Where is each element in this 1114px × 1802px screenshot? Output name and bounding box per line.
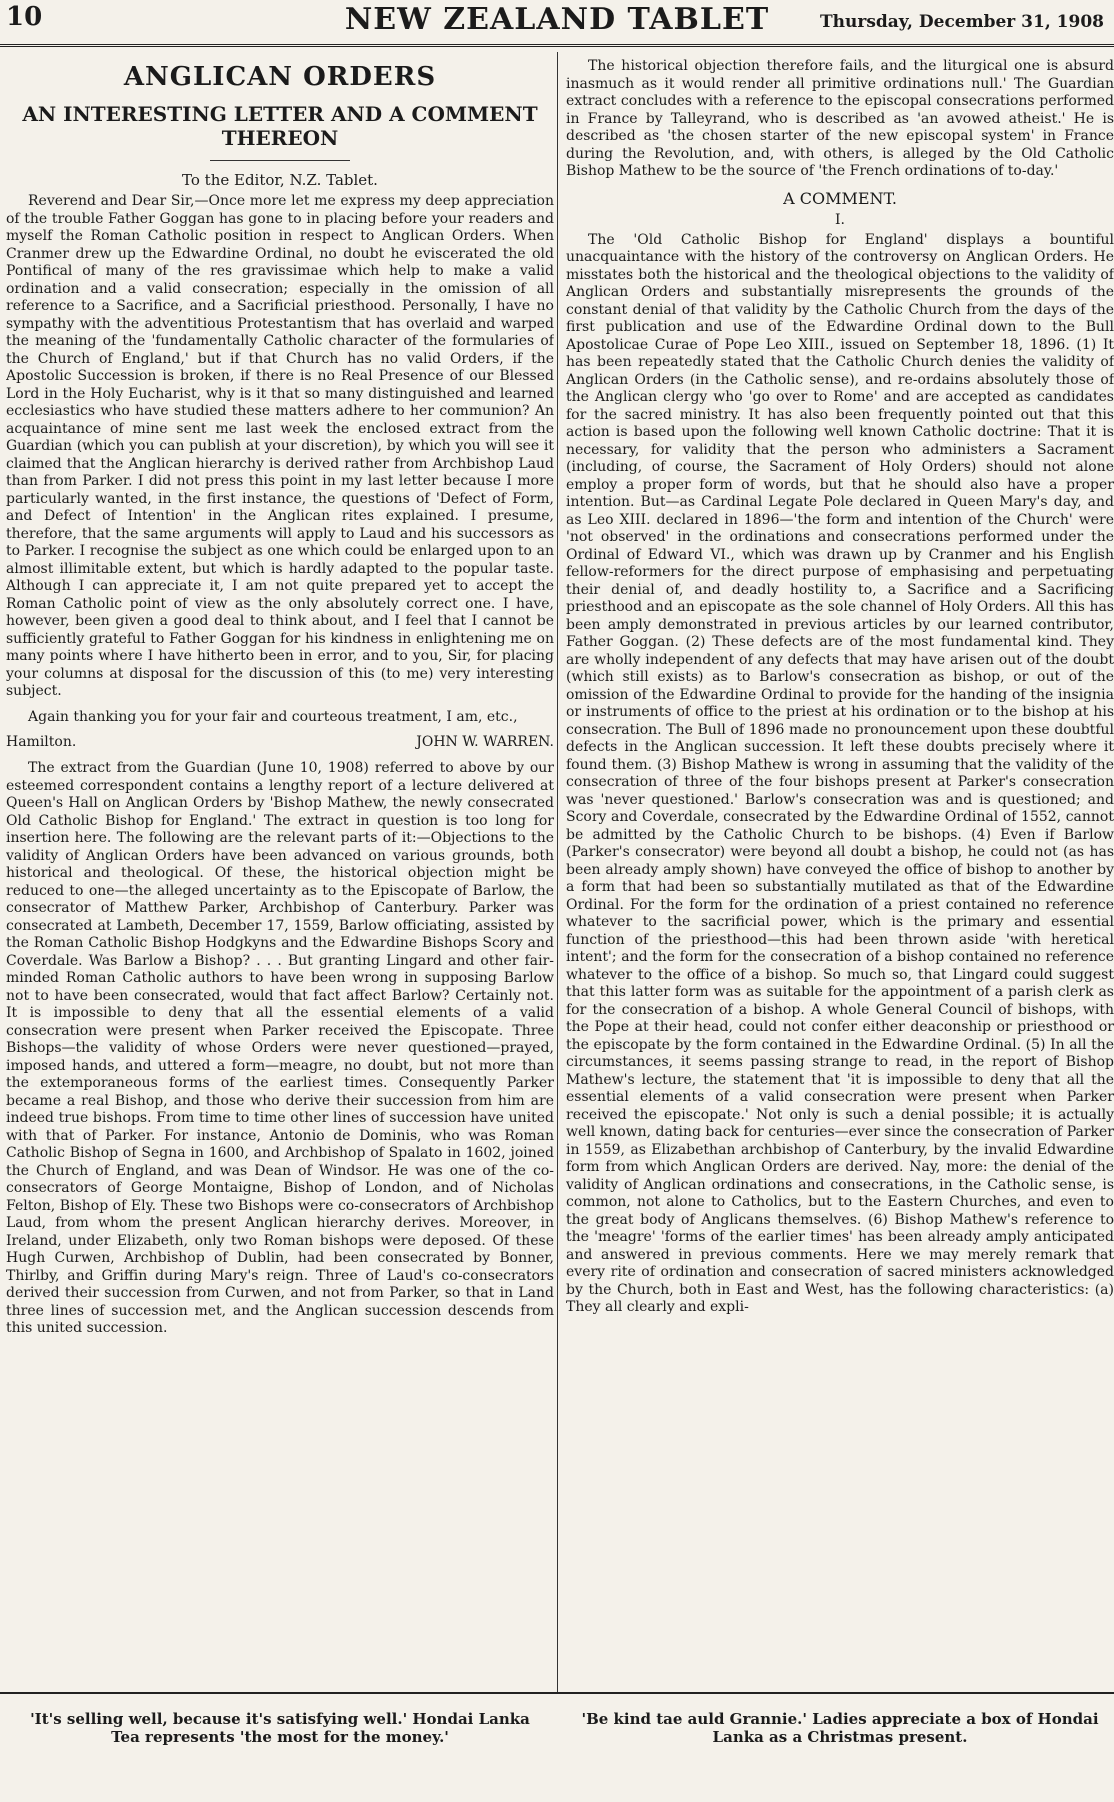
left-column <box>6 58 554 1690</box>
letter-paragraph: Reverend and Dear Sir,—Once more let me express my deep appreciation of the trouble Father Goggan has gone to in placing before your readers and myself the Roman Catholic position in respect to Anglican Orders. When Cranmer drew up the Edwardine Ordinal, no doubt he eviscerated the old Pontifical of many of the res gravissimae which help to make a valid ordination and a valid consecration; especially in the omission of all reference to a Sacrifice, and a Sacrificial priesthood. Personally, I have no sympathy with the adventitious Protestantism that has overlaid and warped the meaning of the 'fundamentally Catholic character of the formularies of the Church of England,' but if that Church has no valid Orders, if the Apostolic Succession is broken, if there is no Real Presence of our Blessed Lord in the Holy Eucharist, why is it that so many distinguished and learned ecclesiastics who have studied these matters adhere to her communion? An acquaintance of mine sent me last week the enclosed extract from the Guardian (which you can publish at your discretion), by which you will see it claimed that the Anglican hierarchy is derived rather from Archbishop Laud than from Parker. I did not press this point in my last letter because I more particularly wanted, in the first instance, the questions of 'Defect of Form, and Defect of Intention' in the Anglican rites explained. I presume, therefore, that the same arguments will apply to Laud and his successors as to Parker. I recognise the subject as one which could be enlarged upon to an almost illimitable extent, but which is hardly adapted to the popular taste. Although I can appreciate it, I am not quite prepared yet to accept the Roman Catholic point of view as the only absolutely correct one. I have, however, been given a good deal to think about, and I feel that I cannot be sufficiently grateful to Father Goggan for his kindness in enlightening me on many points where I have hitherto been in error, and to you, Sir, for placing your columns at disposal for the discussion of this (to me) very interesting subject. <box>6 193 554 699</box>
column-divider <box>557 52 558 1692</box>
footer-rule <box>0 1692 1114 1694</box>
advertisement-right: 'Be kind tae auld Grannie.' Ladies appreciate a box of Hondai Lanka as a Christmas present. <box>581 1710 1099 1746</box>
article-title: ANGLICAN ORDERS <box>123 62 437 92</box>
extract-continuation: The historical objection therefore fails, and the liturgical one is absurd inasmuch as it would render all primitive ordinations null.' The Guardian extract concludes with a reference to the episcopal consecrations performed in France by Talleyrand, who is described as 'an avowed atheist.' He is described as 'the chosen starter of the new episcopal system' in France during the Revolution, and, with others, is alleged by the Old Catholic Bishop Mathew to be the source of 'the French ordinations of to-day.' <box>566 58 1114 179</box>
page-number: 10 <box>6 2 43 32</box>
masthead <box>0 0 1114 47</box>
signature-name: JOHN W. WARREN. <box>416 734 554 750</box>
advertisement-left: 'It's selling well, because it's satisfying well.' Hondai Lanka Tea represents 'the most for the money.' <box>30 1710 530 1746</box>
salutation: To the Editor, N.Z. Tablet. <box>182 171 378 189</box>
article-subtitle: AN INTERESTING LETTER AND A COMMENT THEREON <box>22 102 538 150</box>
comment-paragraph: The 'Old Catholic Bishop for England' displays a bountiful unacquaintance with the history of the controversy on Anglican Orders. He misstates both the historical and the theological objections to the validity of Anglican Orders and substantially misrepresents the grounds of the constant denial of that validity by the Catholic Church from the days of the first publication and use of the Edwardine Ordinal down to the Bull Apostolicae Curae of Pope Leo XIII., issued on September 18, 1896. (1) It has been repeatedly stated that the Catholic Church denies the validity of Anglican Orders (in the Catholic sense), and re-ordains absolutely those of the Anglican clergy who 'go over to Rome' and are accepted as candidates for the sacred ministry. It has also been frequently pointed out that this action is based upon the following well known Catholic doctrine: That it is necessary, for validity that the person who administers a Sacrament (including, of course, the Sacrament of Holy Orders) should not alone employ a proper form of words, but that he should also have a proper intention. But—as Cardinal Legate Pole declared in Queen Mary's day, and as Leo XIII. declared in 1896—'the form and intention of the Church' were 'not observed' in the ordinations and consecrations performed under the Ordinal of Edward VI., which was drawn up by Cranmer and his English fellow-reformers for the direct purpose of emphasising and perpetuating their denial of, and deadly hostility to, a Sacrifice and a Sacrificing priesthood and an episcopate as the sole channel of Holy Orders. All this has been amply demonstrated in previous articles by our learned contributor, Father Goggan. (2) These defects are of the most fundamental kind. They are wholly independent of any defects that may have arisen out of the doubt (which still exists) as to Barlow's consecration as bishop, or out of the omission of the Edwardine Ordinal to provide for the handing of the insignia or instruments of office to the priest at his ordination or to the bishop at his consecration. The Bull of 1896 made no pronouncement upon these doubtful defects in the Anglican succession. It left these doubts precisely where it found them. (3) Bishop Mathew is wrong in assuming that the validity of the consecration of three of the four bishops present at Parker's consecration was 'never questioned.' Barlow's consecration was and is questioned; and Scory and Coverdale, consecrated by the Edwardine Ordinal of 1552, cannot be admitted by the Catholic Church to be bishops. (4) Even if Barlow (Parker's consecrator) were beyond all doubt a bishop, he could not (as has been already amply shown) have conveyed the office of bishop to another by a form that had been so substantially mutilated as that of the Edwardine Ordinal. For the form for the ordination of a priest contained no reference whatever to the sacrificial power, which is the primary and essential function of the priesthood—this had been thrown aside 'with heretical intent'; and the form for the consecration of a bishop contained no reference whatever to the office of a bishop. So much so, that Lingard could suggest that this latter form was as suitable for the appointment of a parish clerk as for the consecration of a bishop. A whole General Council of bishops, with the Pope at their head, could not confer either deaconship or priesthood or the episcopate by the form contained in the Edwardine Ordinal. (5) In all the circumstances, it seems passing strange to read, in the report of Bishop Mathew's lecture, the statement that 'it is impossible to deny that all the essential elements of a valid consecration were present when Parker received the episcopate.' Not only is such a denial possible; it is actually well known, dating back for centuries—ever since the consecration of Parker in 1559, as Elizabethan archbishop of Canterbury, by the invalid Edwardine form from which Anglican Orders are derived. Nay, more: the denial of the validity of Anglican ordinations and consecrations, in the Catholic sense, is common, not alone to Catholics, but to the Eastern Churches, and even to the great body of Anglicans themselves. (6) Bishop Mathew's reference to the 'meagre' 'forms of the earlier times' has been already amply anticipated and answered in previous comments. Here we may merely remark that every rite of ordination and consecration of sacred ministers acknowledged by the Church, both in East and West, has the following characteristics: (a) They all clearly and expli- <box>566 231 1114 1315</box>
comment-numeral: I. <box>835 211 845 228</box>
letter-paragraph: Again thanking you for your fair and courteous treatment, I am, etc., <box>28 708 518 725</box>
right-column <box>566 58 1114 1690</box>
signature-line <box>6 734 554 750</box>
extract-paragraph: The extract from the Guardian (June 10, 1908) referred to above by our esteemed correspondent contains a lengthy report of a lecture delivered at Queen's Hall on Anglican Orders by 'Bishop Mathew, the newly consecrated Old Catholic Bishop for England.' The extract in question is too long for insertion here. The following are the relevant parts of it:—Objections to the validity of Anglican Orders have been advanced on various grounds, both historical and theological. Of these, the historical objection might be reduced to one—the alleged uncertainty as to the Episcopate of Barlow, the consecrator of Matthew Parker, Archbishop of Canterbury. Parker was consecrated at Lambeth, December 17, 1559, Barlow officiating, assisted by the Roman Catholic Bishop Hodgkyns and the Edwardine Bishops Scory and Coverdale. Was Barlow a Bishop? . . . But granting Lingard and other fair-minded Roman Catholic authors to have been wrong in supposing Barlow not to have been consecrated, would that fact affect Barlow? Certainly not. It is impossible to deny that all the essential elements of a valid consecration were present when Parker received the Episcopate. Three Bishops—the validity of whose Orders were never questioned—prayed, imposed hands, and uttered a form—meagre, no doubt, but not more than the extemporaneous forms of the earliest times. Consequently Parker became a real Bishop, and those who derive their succession from him are indeed true bishops. From time to time other lines of succession have united with that of Parker. For instance, Antonio de Dominis, who was Roman Catholic Bishop of Segna in 1600, and Archbishop of Spalato in 1602, joined the Church of England, and was Dean of Windsor. He was one of the co-consecrators of George Montaigne, Bishop of London, and of Nicholas Felton, Bishop of Ely. These two Bishops were co-consecrators of Archbishop Laud, from whom the present Anglican hierarchy derives. Moreover, in Ireland, under Elizabeth, only two Roman bishops were deposed. Of these Hugh Curwen, Archbishop of Dublin, had been consecrated by Bonner, Thirlby, and Griffin during Mary's reign. Three of Laud's co-consecrators derived their succession from Curwen, and not from Parker, so that in Land three lines of succession met, and the Anglican succession descends from this united succession. <box>6 760 554 1336</box>
comment-heading: A COMMENT. <box>783 188 897 208</box>
signature-place: Hamilton. <box>6 734 77 750</box>
newspaper-title: NEW ZEALAND TABLET <box>344 2 770 37</box>
issue-date: Thursday, December 31, 1908 <box>820 12 1104 32</box>
title-rule <box>210 160 350 161</box>
